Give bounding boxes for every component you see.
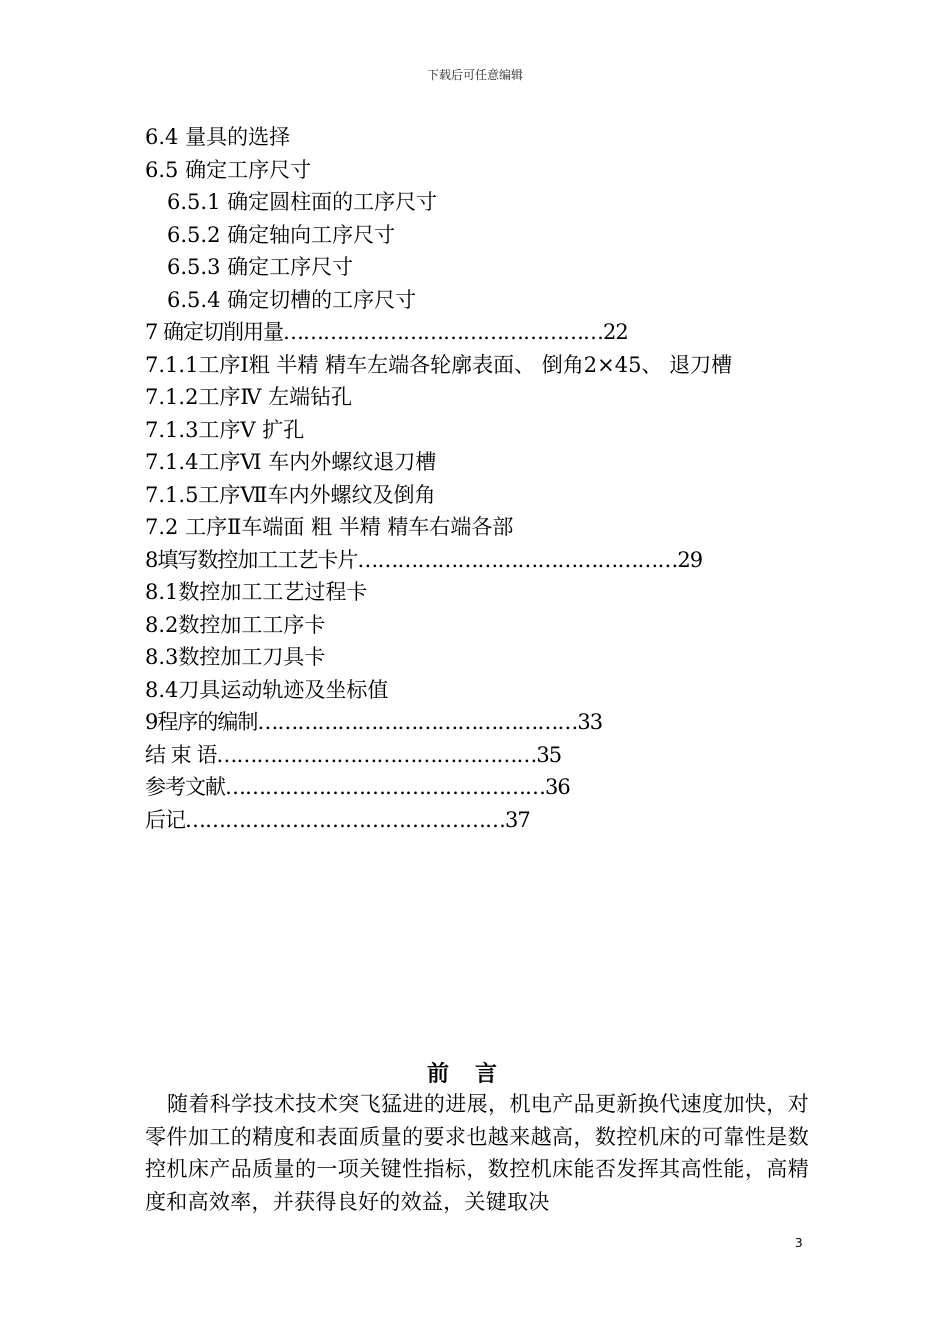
toc-entry: 6.5.4 确定切槽的工序尺寸 (167, 287, 417, 312)
toc-entry: 6.5.3 确定工序尺寸 (167, 255, 354, 279)
toc-entry: 6.5.2 确定轴向工序尺寸 (167, 222, 396, 247)
toc-entry: 7.1.3工序Ⅴ 扩孔 (145, 417, 305, 442)
toc-entry: 参考文献…………………………………………36 (145, 775, 570, 799)
toc-entry: 7.1.2工序Ⅳ 左端钻孔 (145, 385, 353, 409)
toc-entry: 7.2 工序Ⅱ车端面 粗 半精 精车右端各部 (145, 515, 514, 539)
toc-entry: 6.4 量具的选择 (145, 125, 291, 149)
preface-body: 随着科学技术技术突飞猛进的进展，机电产品更新换代速度加快，对零件加工的精度和表面质量的要求也越来越高，数控机床的可靠性是数控机床产品质量的一项关键性指标，数控机床能否发挥其高性能，高精度和高效率，并获得良好的效益，关键取决 (145, 1092, 809, 1214)
toc-entry: 7.1.1工序Ⅰ粗 半精 精车左端各轮廓表面、 倒角2×45、 退刀槽 (145, 352, 733, 377)
toc-entry: 8.2数控加工工序卡 (145, 612, 326, 637)
page-header: 下载后可任意编辑 (426, 68, 523, 82)
preface-title: 前言 (426, 1061, 523, 1087)
page-number: 3 (795, 1236, 803, 1250)
toc-entry: 9程序的编制…………………………………………33 (145, 710, 603, 734)
toc-entry: 7 确定切削用量…………………………………………22 (145, 320, 628, 344)
toc-entry: 8.1数控加工工艺过程卡 (145, 580, 368, 604)
toc-entry: 7.1.4工序Ⅵ 车内外螺纹退刀槽 (145, 450, 437, 474)
toc-entry: 6.5.1 确定圆柱面的工序尺寸 (167, 190, 438, 214)
toc-entry: 后记…………………………………………37 (145, 807, 530, 832)
toc-entry: 8.4刀具运动轨迹及坐标值 (145, 677, 389, 702)
toc-entry: 结 束 语…………………………………………35 (145, 742, 562, 767)
table-of-contents (145, 121, 815, 836)
toc-entry: 8填写数控加工工艺卡片…………………………………………29 (145, 547, 703, 572)
toc-entry: 6.5 确定工序尺寸 (145, 157, 312, 182)
toc-entry: 8.3数控加工刀具卡 (145, 645, 326, 669)
toc-entry: 7.1.5工序Ⅶ车内外螺纹及倒角 (145, 482, 436, 507)
